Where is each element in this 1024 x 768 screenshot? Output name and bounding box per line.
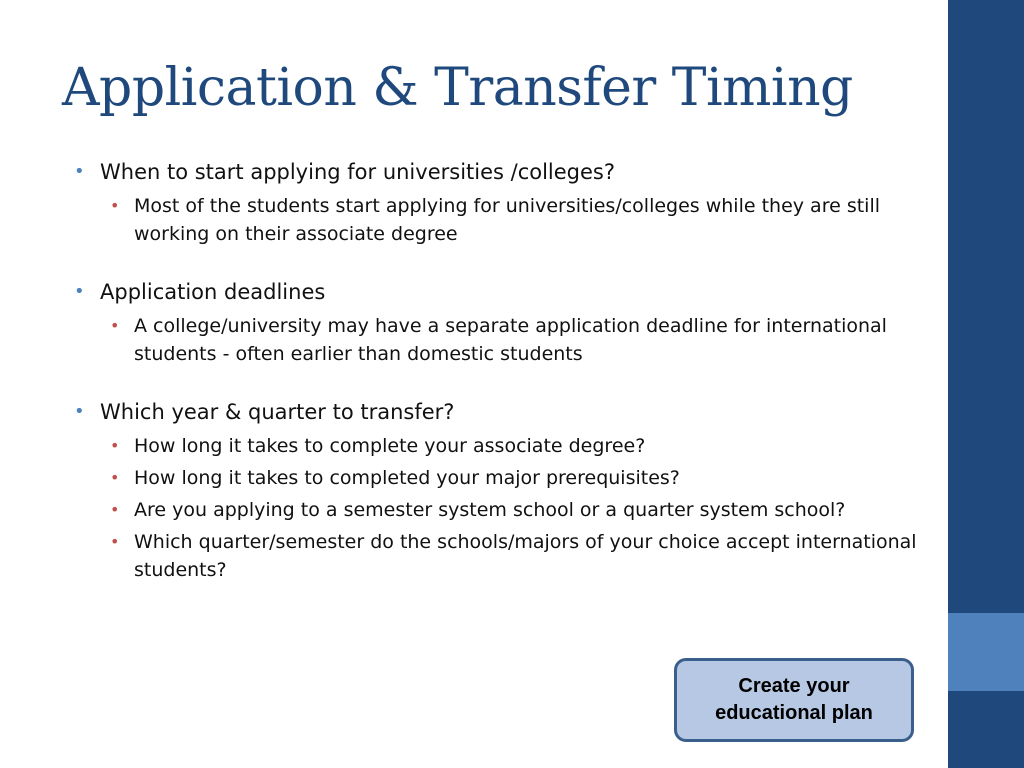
slide-title: Application & Transfer Timing [62, 58, 853, 118]
bullet-icon: • [74, 401, 85, 422]
create-educational-plan-button[interactable] [674, 658, 914, 742]
bullet-level1 [72, 396, 932, 428]
bullet-section-which-year [72, 396, 932, 584]
button-label [715, 673, 873, 727]
bullet-text: Most of the students start applying for universities/colleges while they are still working on their associate degree [134, 195, 881, 245]
bullet-text: Are you applying to a semester system school or a quarter system school? [134, 499, 846, 521]
bullet-level2 [72, 192, 932, 248]
button-label-line1: Create your [738, 675, 850, 697]
bullet-level2 [72, 528, 932, 584]
bullet-icon: • [74, 161, 85, 182]
bullet-text: Application deadlines [100, 280, 326, 304]
bullet-level2 [72, 496, 932, 524]
bullet-level1 [72, 156, 932, 188]
bullet-text: Which quarter/semester do the schools/majors of your choice accept international students? [134, 531, 917, 581]
sidebar-accent-decoration [948, 613, 1024, 691]
bullet-text: When to start applying for universities /colleges? [100, 160, 616, 184]
bullet-level2 [72, 464, 932, 492]
bullet-text: Which year & quarter to transfer? [100, 400, 455, 424]
bullet-level1 [72, 276, 932, 308]
button-label-line2: educational plan [715, 702, 873, 724]
bullet-icon: • [110, 500, 120, 519]
bullet-icon: • [110, 196, 120, 215]
bullet-text: How long it takes to completed your major prerequisites? [134, 467, 680, 489]
bullet-icon: • [110, 436, 120, 455]
bullet-icon: • [110, 316, 120, 335]
bullet-icon: • [74, 281, 85, 302]
bullet-level2 [72, 432, 932, 460]
bullet-section-when-to-apply [72, 156, 932, 248]
bullet-icon: • [110, 532, 120, 551]
bullet-level2 [72, 312, 932, 368]
bullet-text: A college/university may have a separate application deadline for international students - often earlier than domestic students [134, 315, 887, 365]
bullet-icon: • [110, 468, 120, 487]
bullet-section-deadlines [72, 276, 932, 368]
bullet-text: How long it takes to complete your associate degree? [134, 435, 646, 457]
bullet-list [72, 156, 932, 584]
